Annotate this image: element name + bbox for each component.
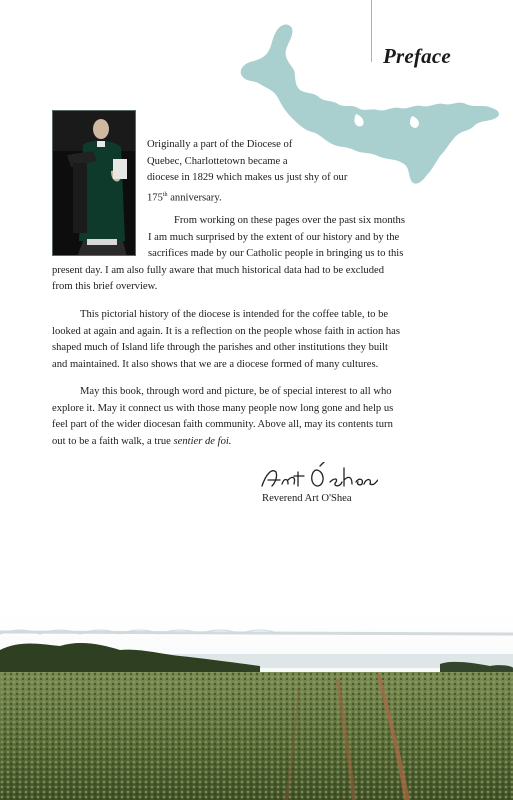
text-line-content: sacrifices made by our Catholic people in bringing us to this: [148, 248, 404, 260]
handwritten-signature: [258, 462, 378, 492]
text-line: explore it. May it connect us with those many people now long gone and help us: [52, 402, 394, 414]
ordinal-suffix: th: [162, 191, 168, 198]
text-line: from this brief overview.: [52, 281, 158, 293]
text-line-content: I am much surprised by the extent of our history and by the: [148, 231, 400, 243]
text-line: [52, 230, 422, 247]
french-phrase: sentier de foi.: [173, 435, 232, 447]
text-line-content: out to be a faith walk, a true: [52, 435, 174, 447]
page-title: Preface: [383, 44, 451, 68]
text-line: [52, 434, 422, 451]
text-line: [147, 187, 397, 207]
text-line: Originally a part of the Diocese of: [147, 139, 293, 150]
paragraph-wish: [52, 384, 422, 450]
text-line: [52, 246, 422, 263]
text-line: feel part of the wider diocesan faith community. Above all, may its contents turn: [52, 419, 393, 431]
text-line: Quebec, Charlottetown became a: [147, 155, 288, 167]
text-line: This pictorial history of the diocese is intended for the coffee table, to be: [80, 309, 389, 320]
text-line-content: From working on these pages over the past six months: [174, 215, 405, 226]
paragraph-history: [52, 213, 422, 296]
text-line: diocese in 1829 which makes us just shy of our: [147, 172, 348, 184]
text-line: [52, 213, 422, 230]
text-line: present day. I am also fully aware that much historical data had to be excluded: [52, 264, 385, 276]
anniversary-text: anniversary.: [167, 192, 222, 204]
signature-name: Reverend Art O'Shea: [262, 493, 352, 504]
anniversary-number: 175: [147, 192, 163, 204]
text-line: and maintained. It also shows that we are a diocese formed of many cultures.: [52, 358, 379, 370]
text-line: May this book, through word and picture, be of special interest to all who: [80, 386, 392, 397]
paragraph-origin: [147, 137, 397, 207]
paragraph-purpose: [52, 307, 422, 373]
farm-field-photo: [0, 610, 513, 800]
text-line: shaped much of Island life through the parishes and other institutions they built: [52, 342, 388, 354]
text-line: looked at again and again. It is a reflection on the people whose faith in action has: [52, 325, 401, 337]
